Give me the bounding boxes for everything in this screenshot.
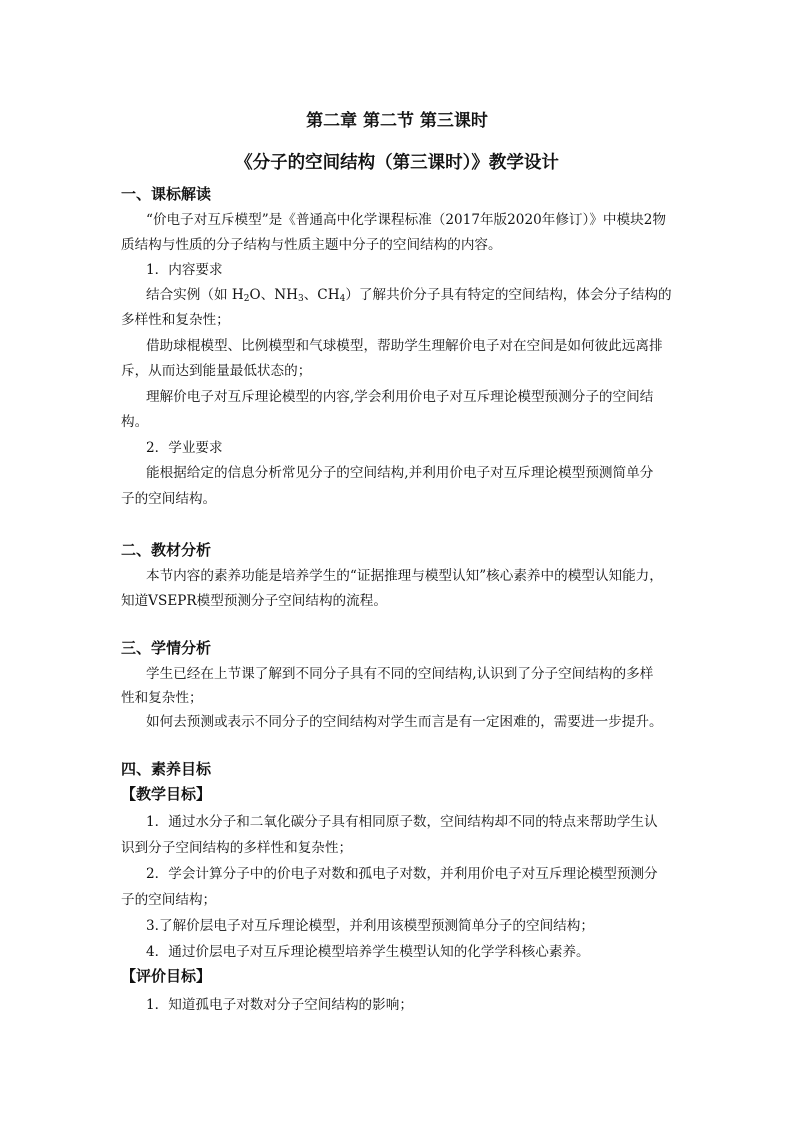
paragraph-line: 质结构与性质的分子结构与性质主题中分子的空间结构的内容。 xyxy=(121,237,502,253)
paragraph-line xyxy=(146,283,672,303)
goal-line: 1．通过水分子和二氧化碳分子具有相同原子数，空间结构却不同的特点来帮助学生认 xyxy=(146,814,658,830)
paragraph-line: 本节内容的素养功能是培养学生的“证据推理与模型认知”核心素养中的模型认知能力， xyxy=(146,568,663,584)
subheading-academic-requirements: 2．学业要求 xyxy=(146,440,223,456)
paragraph-line: 构。 xyxy=(121,414,149,430)
paragraph-line: “价电子对互斥模型”是《普通高中化学课程标准（2017年版2020年修订）》中模块2物 xyxy=(146,212,666,228)
paragraph-line: 性和复杂性； xyxy=(121,690,203,706)
design-title: 《分子的空间结构（第三课时）》教学设计 xyxy=(235,153,559,173)
section-heading-2: 二、教材分析 xyxy=(121,541,212,559)
paragraph-line: 斥，从而达到能量最低状态的； xyxy=(121,363,312,379)
paragraph-line: 理解价电子对互斥理论模型的内容,学会利用价电子对互斥理论模型预测分子的空间结 xyxy=(146,389,654,405)
subheading-content-requirements: 1．内容要求 xyxy=(146,262,223,278)
paragraph-line: 学生已经在上节课了解到不同分子具有不同的空间结构,认识到了分子空间结构的多样 xyxy=(146,666,654,682)
text-run: 、CH xyxy=(303,287,340,303)
paragraph-line: 子的空间结构。 xyxy=(121,491,217,507)
section-heading-4: 四、素养目标 xyxy=(121,760,212,778)
chapter-title: 第二章 第二节 第三课时 xyxy=(306,111,488,131)
paragraph-line: 知道VSEPR模型预测分子空间结构的流程。 xyxy=(121,593,387,609)
text-run: O、NH xyxy=(249,287,298,303)
evaluation-line: 1．知道孤电子对数对分子空间结构的影响； xyxy=(146,997,413,1013)
goal-line: 4．通过价层电子对互斥理论模型培养学生模型认知的化学学科核心素养。 xyxy=(146,944,590,960)
subscript: 2 xyxy=(243,294,250,304)
subscript: 3 xyxy=(297,294,304,304)
paragraph-line: 能根据给定的信息分析常见分子的空间结构,并利用价电子对互斥理论模型预测简单分 xyxy=(146,465,654,481)
section-heading-1: 一、课标解读 xyxy=(121,185,212,203)
goal-line: 识到分子空间结构的多样性和复杂性； xyxy=(121,840,353,856)
goal-line: 3.了解价层电子对互斥理论模型，并利用该模型预测简单分子的空间结构； xyxy=(146,918,594,934)
text-run: ）了解共价分子具有特定的空间结构，体会分子结构的 xyxy=(345,287,672,303)
text-run: 结合实例（如 H xyxy=(146,287,244,303)
teaching-goals-label: 【教学目标】 xyxy=(121,785,212,803)
paragraph-line: 借助球棍模型、比例模型和气球模型，帮助学生理解价电子对在空间是如何彼此远离排 xyxy=(146,338,663,354)
paragraph-line: 多样性和复杂性； xyxy=(121,312,230,328)
goal-line: 2．学会计算分子中的价电子对数和孤电子对数，并利用价电子对互斥理论模型预测分 xyxy=(146,866,658,882)
evaluation-goals-label: 【评价目标】 xyxy=(121,967,212,985)
goal-line: 子的空间结构； xyxy=(121,892,217,908)
section-heading-3: 三、学情分析 xyxy=(121,639,212,657)
subscript: 4 xyxy=(339,294,346,304)
paragraph-line: 如何去预测或表示不同分子的空间结构对学生而言是有一定困难的，需要进一步提升。 xyxy=(146,714,663,730)
